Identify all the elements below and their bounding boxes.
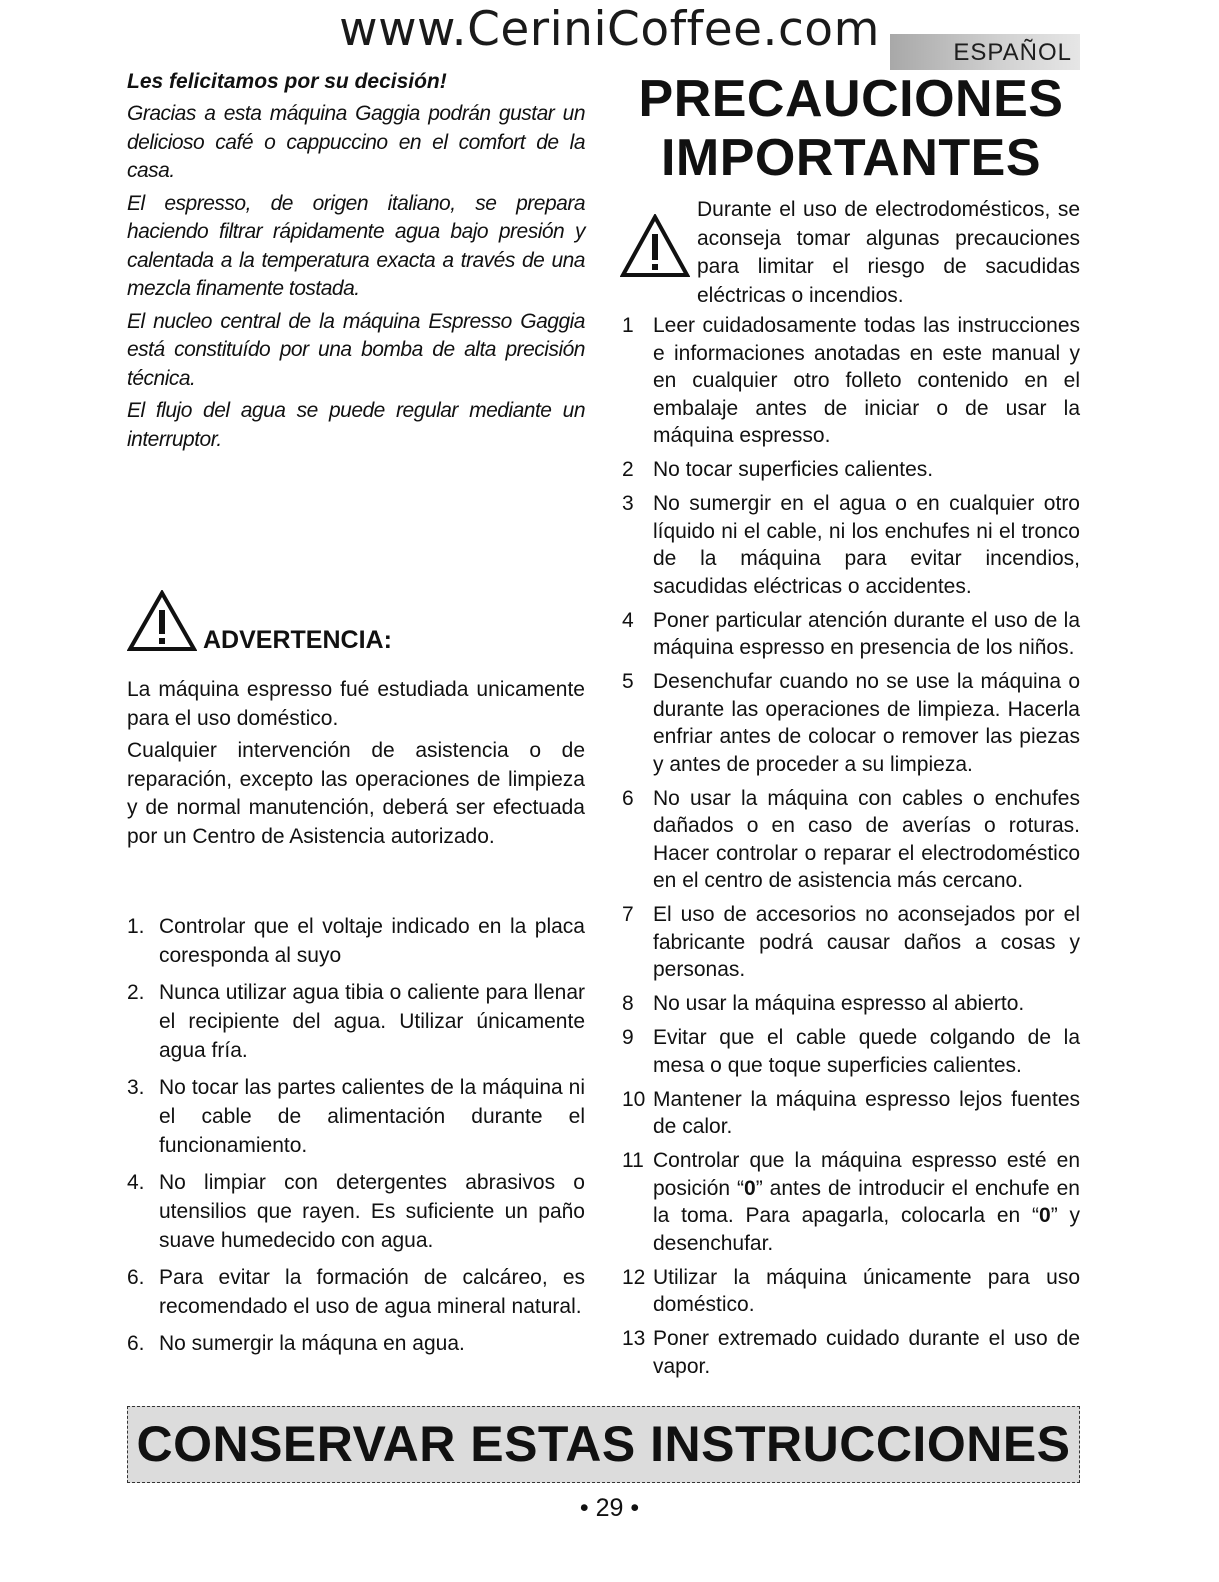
intro-heading: Les felicitamos por su decisión! — [127, 70, 447, 93]
list-item — [622, 1325, 1080, 1380]
language-tab: ESPAÑOL — [890, 34, 1080, 70]
warning-triangle-icon — [127, 590, 197, 652]
list-item — [622, 1264, 1080, 1319]
warning-paragraph: La máquina espresso fué estudiada unicamente para el uso doméstico. — [127, 678, 585, 730]
precautions-list — [622, 312, 1080, 1387]
list-item — [622, 668, 1080, 778]
intro-paragraph: Gracias a esta máquina Gaggia podrán gustar un delicioso café o cappuccino en el comfort de la casa. — [127, 102, 585, 182]
item-text: Nunca utilizar agua tibia o caliente para llenar el recipiente del agua. Utilizar únicamente agua fría. — [159, 981, 585, 1062]
item-text: Para evitar la formación de calcáreo, es recomendado el uso de agua mineral natural. — [159, 1266, 585, 1318]
list-item — [127, 1329, 585, 1358]
item-number: 12 — [622, 1265, 646, 1289]
title-line: IMPORTANTES — [660, 129, 1042, 187]
item-number: 2. — [127, 981, 145, 1004]
item-number: 6. — [127, 1266, 145, 1289]
list-item — [622, 490, 1080, 600]
item-number: 6. — [127, 1332, 145, 1355]
item-text — [653, 1149, 1080, 1255]
item-number: 4 — [622, 608, 634, 632]
list-item — [622, 1024, 1080, 1079]
item-number: 7 — [622, 903, 634, 926]
warning-header — [127, 590, 585, 654]
item-number: 6 — [622, 786, 634, 810]
warning-body — [127, 676, 585, 855]
intro-paragraph: El espresso, de origen italiano, se prepara haciendo filtrar rápidamente agua bajo presión y calentada a la temperatura exacta a través de una mezcla finamente tostada. — [127, 191, 585, 300]
list-item — [127, 1263, 585, 1321]
item-text: Evitar que el cable quede colgando de la mesa o que toque superficies calientes. — [653, 1026, 1080, 1077]
item-number: 11 — [622, 1149, 644, 1172]
item-text: Poner extremado cuidado durante el uso de vapor. — [653, 1327, 1080, 1378]
item-text: No limpiar con detergentes abrasivos o utensilios que rayen. Es suficiente un paño suave humedecido con agua. — [159, 1171, 585, 1252]
list-item — [127, 912, 585, 970]
warning-triangle-icon — [620, 214, 690, 278]
item-text: Utilizar la máquina únicamente para uso doméstico. — [653, 1265, 1080, 1316]
intro-paragraph: El nucleo central de la máquina Espresso Gaggia está constituído por una bomba de alta precisión técnica. — [127, 309, 585, 390]
list-item — [622, 901, 1080, 984]
item-number: 2 — [622, 458, 634, 481]
warning-title: ADVERTENCIA: — [203, 626, 392, 654]
item-text: No sumergir la máquna en agua. — [159, 1332, 465, 1355]
list-item — [622, 1086, 1080, 1141]
item-number: 8 — [622, 992, 634, 1015]
list-item — [127, 1168, 585, 1255]
warning-paragraph: Cualquier intervención de asistencia o de reparación, excepto las operaciones de limpieza y de normal manutención, deberá ser efectuada por un Centro de Asistencia autorizado. — [127, 739, 585, 848]
item-number: 13 — [622, 1327, 646, 1350]
list-item — [622, 312, 1080, 450]
list-item — [622, 456, 1080, 484]
item-text: No sumergir en el agua o en cualquier otro líquido ni el cable, ni los enchufes ni el tronco de la máquina para evitar incendios, sacudidas eléctricas o accidentes. — [653, 492, 1080, 598]
item-text-part: ” y desenchufar. — [653, 1204, 1080, 1255]
list-item — [127, 978, 585, 1065]
item-text-part: ” antes de introducir el enchufe en la toma. Para apagarla, colocarla en “ — [653, 1176, 1080, 1227]
item-text: Controlar que el voltaje indicado en la placa coresponda al suyo — [159, 915, 585, 967]
left-instruction-list — [127, 912, 585, 1366]
keep-instructions-banner — [127, 1406, 1080, 1483]
item-text: Poner particular atención durante el uso de la máquina espresso en presencia de los niños. — [653, 608, 1080, 659]
item-text: Desenchufar cuando no se use la máquina o durante las operaciones de limpieza. Hacerla enfriar antes de colocar o remover las piezas y antes de proceder a su limpieza. — [653, 670, 1080, 776]
item-text: No tocar superficies calientes. — [653, 458, 934, 481]
item-text: No usar la máquina espresso al abierto. — [653, 992, 1025, 1015]
position-zero: 0 — [744, 1176, 756, 1200]
list-item — [622, 1147, 1080, 1257]
item-number: 1 — [622, 314, 634, 337]
list-item — [622, 785, 1080, 895]
item-text: Leer cuidadosamente todas las instrucciones e informaciones anotadas en este manual y en cualquier otro folleto contenido en el embalaje antes de iniciar o de usar la máquina espresso. — [653, 314, 1080, 447]
item-text: El uso de accesorios no aconsejados por el fabricante podrá causar daños a cosas y personas. — [653, 903, 1080, 981]
page-number: • 29 • — [579, 1494, 640, 1522]
keep-instructions-text: CONSERVAR ESTAS INSTRUCCIONES — [136, 1416, 1071, 1472]
website-url: www.CeriniCoffee.com — [339, 2, 880, 57]
item-number: 3. — [127, 1076, 145, 1099]
item-number: 3 — [622, 492, 634, 515]
intro-section — [127, 70, 585, 458]
item-number: 9 — [622, 1026, 634, 1049]
list-item — [622, 607, 1080, 662]
page-title — [622, 70, 1080, 188]
item-number: 1. — [127, 915, 145, 938]
list-item — [127, 1073, 585, 1160]
item-number: 4. — [127, 1171, 145, 1194]
item-text-part: Controlar que la máquina espresso esté en posición “ — [653, 1149, 1080, 1200]
intro-paragraph: El flujo del agua se puede regular mediante un interruptor. — [127, 399, 585, 451]
item-text: Mantener la máquina espresso lejos fuentes de calor. — [653, 1087, 1080, 1138]
list-item — [622, 990, 1080, 1018]
item-text: No tocar las partes calientes de la máquina ni el cable de alimentación durante el funcionamiento. — [159, 1076, 585, 1157]
position-zero: 0 — [1039, 1204, 1051, 1227]
title-line: PRECAUCIONES — [638, 70, 1064, 128]
precautions-intro: Durante el uso de electrodomésticos, se aconseja tomar algunas precauciones para limitar el riesgo de sacudidas eléctricas o incendios. — [697, 198, 1080, 307]
item-number: 5 — [622, 670, 634, 693]
item-text: No usar la máquina con cables o enchufes dañados o en caso de averías o roturas. Hacer controlar o reparar el electrodoméstico en el centro de asistencia más cercano. — [653, 786, 1080, 892]
item-number: 10 — [622, 1087, 646, 1111]
